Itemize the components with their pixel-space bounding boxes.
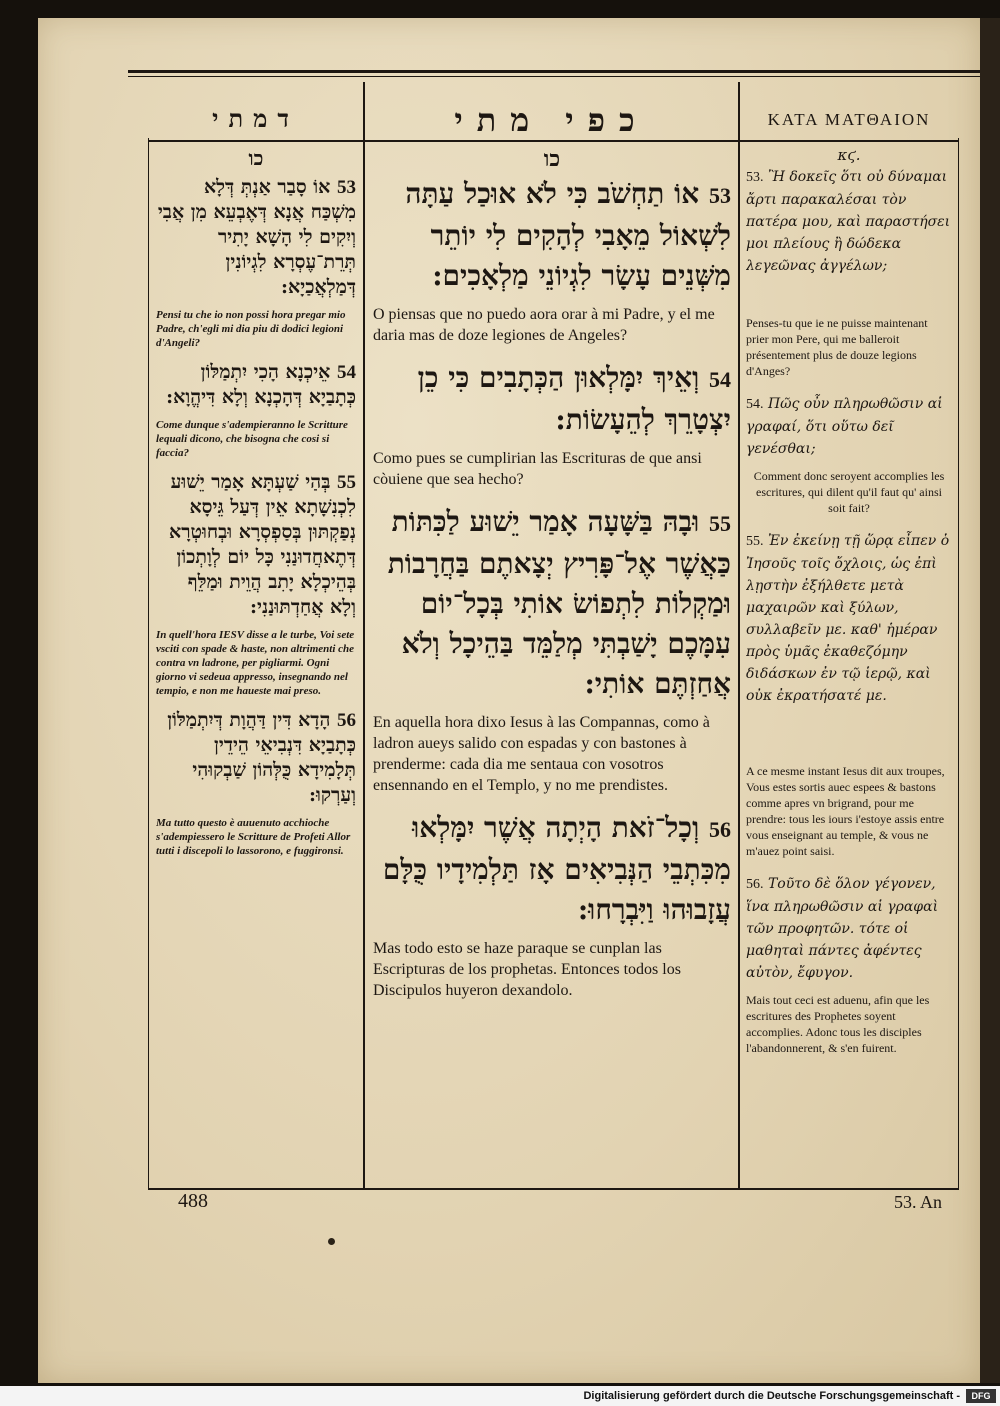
top-rule-thin — [128, 76, 980, 77]
verse-number: 54 — [337, 362, 356, 383]
verse-number: 56 — [709, 817, 731, 842]
chapter-mark-center: כו — [543, 146, 561, 172]
binding-dot — [328, 1238, 335, 1245]
page-number: 488 — [178, 1190, 208, 1212]
verse-number: 54 — [709, 367, 731, 392]
greek-text: Πῶς οὖν πληρωθῶσιν αἱ γραφαί, ὅτι οὕτω δεῖ γενέσθαι; — [746, 396, 943, 457]
header-center-text: כפי מתי — [454, 101, 649, 138]
greek-text: Ἐν ἐκείνῃ τῇ ὥρᾳ εἶπεν ὁ Ἰησοῦς τοῖς ὄχλοις, ὡς ἐπὶ λῃστὴν ἐξήλθετε μετὰ μαχαιρῶν καὶ ξύλων, συλλαβεῖν με. καθ' ἡμέραν πρὸς ὑμᾶς ἐκαθεζόμην διδάσκων ἐν τῷ ἱερῷ, καὶ οὐκ ἐκρατήσατέ με. — [746, 533, 950, 704]
italian-text: In quell'hora IESV disse a le turbe, Voi sete vsciti con spade & haste, non altrimenti che contra vn ladrone, per pigliarmi. Ogni giorno vi sedeua appresso, insegnando nel tempio, e non me haueste mai preso. — [156, 629, 355, 697]
header-center — [365, 96, 738, 144]
col-divider-1 — [363, 82, 365, 1188]
verse-number: 55 — [709, 511, 731, 536]
left-column — [156, 146, 356, 1184]
digitization-banner — [0, 1386, 1000, 1406]
book-page — [38, 18, 980, 1383]
hebrew-text: וְאֵיךְ יִמָּלְאוּן הַכְּתָבִים כִּי כֵן יִצְטָרֵךְ לְהֵעָשׂוֹת: — [417, 361, 731, 436]
verse-54-right — [746, 393, 952, 516]
bottom-rule — [148, 1188, 958, 1190]
verse-56-center — [373, 808, 731, 1001]
verse-55-center — [373, 502, 731, 796]
verse-56-left — [156, 708, 356, 858]
aramaic-text: בְּהַי שַׁעְתָּא אָמַר יֵשׁוּע לִכְנִשָׁתָא אֵין דְּעַל גֵּיסָא נְפַקְתּוּן בְּסַפְסְרָא וּבְחוּטְרָא דְּתֶאחֲדוּנַנִי כָּל יוֹם לְוָתְכוֹן בְּהֵיכְלָא יָתִב הֲוֵית וּמַלֵּף וְלָא אֲחַדְתּוּנַנִי: — [169, 471, 356, 618]
center-column — [373, 146, 731, 1184]
digitization-note: Digitalisierung gefördert durch die Deutsche Forschungsgemeinschaft - — [583, 1390, 960, 1402]
verse-number: 55 — [337, 472, 356, 493]
top-rule — [128, 70, 980, 73]
verse-number: 56. — [746, 877, 764, 892]
hebrew-text: אוֹ תַחְשֹׁב כִּי לֹא אוּכַל עַתָּה לִשְׁאוֹל מֵאָבִי לְהָקִים לִי יוֹתֵר מִשְּׁנֵים עָשָׂר לִגְיוֹנֵי מַלְאָכִים: — [405, 177, 731, 292]
hebrew-text: וּבָהּ בַּשָּׁעָה אָמַר יֵשׁוּע לַכִּתּוֹת כַּאֲשֶׁר אֶל־פָּרִיץ יְצָאתֶם בַּחֲרָבוֹת וּמַקְלוֹת לִתְפוֹשׂ אוֹתִי בְּכָל־יוֹם עִמָּכֶם יָשַׁבְתִּי מְלַמֵּד בַּהֵיכָל וְלֹא אֲחַזְתֶּם אוֹתִי: — [387, 505, 731, 700]
spanish-text: Como pues se cumplirian las Escrituras de que ansi còuiene que sea hecho? — [373, 450, 702, 488]
aramaic-text: אֵיכְנָא הָכִי יִתְמַלּוֹן כְּתָבַיָא דְּהָכְנָא וְלָא דִּיהֱוָא: — [166, 361, 356, 408]
italian-text: Ma tutto questo è auuenuto acchioche s'adempiessero le Scritture de Profeti Allor tutti i discepoli lo lassorono, e fuggironsi. — [156, 817, 351, 857]
col-divider-2 — [738, 82, 740, 1188]
chapter-mark-left: כו — [248, 146, 264, 170]
verse-number: 53. — [746, 170, 764, 185]
header-right — [740, 96, 958, 144]
french-text: Penses-tu que ie ne puisse maintenant prier mon Pere, qui me balleroit présentement plus de douze legions d'Anges? — [746, 316, 928, 378]
verse-53-left — [156, 175, 356, 350]
dfg-logo: DFG — [966, 1389, 996, 1403]
italian-text: Come dunque s'adempieranno le Scritture lequali dicono, che bisogna che cosi si faccia? — [156, 419, 348, 459]
verse-54-left — [156, 360, 356, 460]
verse-number: 53 — [709, 183, 731, 208]
verse-number: 55. — [746, 534, 764, 549]
italian-text: Pensi tu che io non possi hora pregar mio Padre, ch'egli mi dia piu di dodici legioni d'Angeli? — [156, 309, 346, 349]
verse-number: 54. — [746, 397, 764, 412]
spanish-text: En aquella hora dixo Iesus à las Compannas, como à ladron aueys salido con espadas y con bastones à prenderme: cada dia me sentaua con vosotros ensennando en el Templo, y no me prendistes. — [373, 714, 710, 794]
aramaic-text: אוֹ סָבַר אַנְתְּ דְּלָא מִשְׁכַּח אֲנָא דְּאֶבְעֵא מִן אֲבִי וְיִקִים לִי הָשָׁא יָתִיר תְּרֵת־עֶסְרָא לִגְיוֹנִין דְּמַלְאֲכַיָא: — [157, 176, 356, 298]
header-left-text: דמתי — [212, 106, 299, 133]
spanish-text: O piensas que no puedo aora orar à mi Padre, y el me daria mas de doze legiones de Angeles? — [373, 306, 715, 344]
french-text: A ce mesme instant Iesus dit aux troupes, Vous estes sortis auec espees & bastons comme apres vn brigrand, pour me prendre: tous les iours i'estoye assis entre vous enseignant au temple, & vous ne m'auez point saisi. — [746, 764, 945, 858]
hebrew-text: וְכָל־זֹאת הָיְתָה אֲשֶׁר יִמָּלְאוּ מִכִּתְבֵי הַנְּבִיאִים אָז תַּלְמִידָיו כֻּלָּם עֲזָבוּהוּ וַיִּבְרָחוּ: — [382, 811, 731, 926]
header-right-text: ΚΑΤΑ ΜΑΤΘΑΙΟΝ — [767, 110, 931, 129]
verse-56-right — [746, 873, 952, 1056]
greek-text: Τοῦτο δὲ ὅλον γέγονεν, ἵνα πληρωθῶσιν αἱ γραφαὶ τῶν προφητῶν. τότε οἱ μαθηταὶ πάντες ἀφέντες αὐτὸν, ἔφυγον. — [746, 876, 939, 981]
french-text: Comment donc seroyent accomplies les escritures, qui dilent qu'il faut qu' ainsi soit fait? — [753, 469, 945, 515]
verse-55-right — [746, 530, 952, 859]
verse-number: 56 — [337, 710, 356, 731]
verse-number: 53 — [337, 177, 356, 198]
header-left — [148, 96, 363, 144]
french-text: Mais tout ceci est aduenu, afin que les escritures des Prophetes soyent accomplies. Adonc tous les disciples l'abandonnerent, & s'en fuirent. — [746, 993, 930, 1055]
catchword: 53. An — [894, 1192, 943, 1212]
left-border — [148, 138, 149, 1190]
page-edge — [980, 18, 1000, 1383]
spanish-text: Mas todo esto se haze paraque se cunplan las Escripturas de los prophetas. Entonces todos los Discipulos huyeron dexandolo. — [373, 940, 681, 999]
greek-text: Ἢ δοκεῖς ὅτι οὐ δύναμαι ἄρτι παρακαλέσαι τὸν πατέρα μου, καὶ παραστήσει μοι πλείους ἢ δώδεκα λεγεῶνας ἀγγέλων; — [746, 169, 951, 274]
verse-54-center — [373, 358, 731, 490]
right-column — [746, 146, 952, 1184]
verse-55-left — [156, 470, 356, 698]
right-border — [958, 138, 959, 1190]
verse-53-right — [746, 166, 952, 379]
verse-53-center — [373, 174, 731, 346]
aramaic-text: הָדָא דִּין דַּהֲוָת דְּיִתְמַלּוֹן כְּתָבַיָא דִּנְבִיאֵי הֵידֵין תְּלָמִידָא כֻּלְּהוֹן שַׁבְקוּהִי וְעַרְקוּ: — [167, 709, 356, 806]
chapter-mark-right: κϛ. — [837, 146, 861, 164]
